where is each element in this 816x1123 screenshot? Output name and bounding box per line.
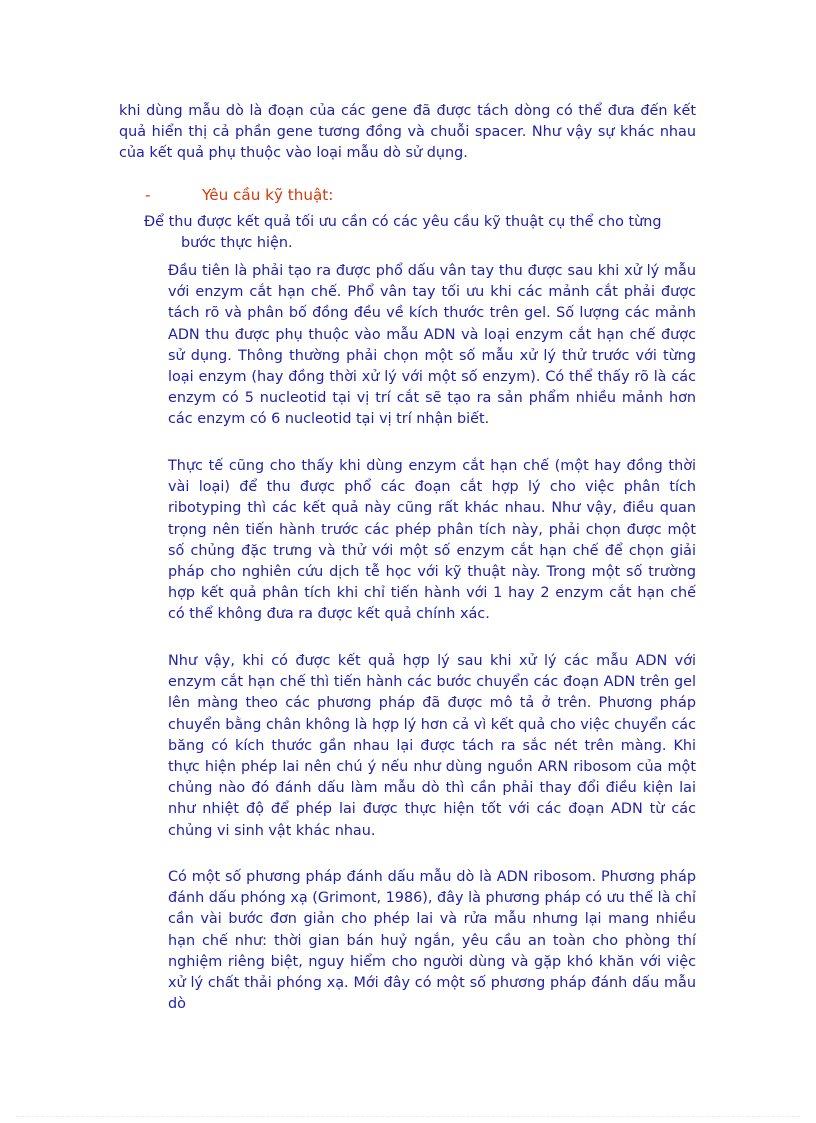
bullet-dash: - bbox=[145, 186, 151, 204]
intro-paragraph: khi dùng mẫu dò là đoạn của các gene đã được tách dòng có thể đưa đến kết quả hiển thị cả phần gene tương đồng và chuỗi spacer. Như vậy sự khác nhau của kết quả phụ thuộc vào loại mẫu dò sử dụng. bbox=[119, 103, 696, 162]
page-footer-divider bbox=[16, 1116, 800, 1117]
section-heading bbox=[145, 183, 696, 207]
body-paragraph: Như vậy, khi có được kết quả hợp lý sau khi xử lý các mẫu ADN với enzym cắt hạn chế thì tiến hành các bước chuyển các đoạn ADN trên gel lên màng theo các phương pháp đã được mô tả ở trên. Phương pháp chuyển bằng chân không là hợp lý hơn cả vì kết quả cho việc chuyển các băng có kích thước gần nhau lại được tách ra sắc nét trên màng. Khi thực hiện phép lai nên chú ý nếu như dùng nguồn ARN ribosom của một chủng nào đó đánh dấu làm mẫu dò thì cần phải thay đổi điều kiện lai như nhiệt độ để phép lai được thực hiện tốt với các đoạn ADN từ các chủng vi sinh vật khác nhau. bbox=[168, 653, 696, 839]
body-paragraph: Thực tế cũng cho thấy khi dùng enzym cắt hạn chế (một hay đồng thời vài loại) để thu được phổ các đoạn cắt hợp lý cho việc phân tích ribotyping thì các kết quả này cũng rất khác nhau. Như vậy, điều quan trọng nên tiến hành trước các phép phân tích này, phải chọn được một số chủng đặc trưng và thử với một số enzym cắt hạn chế để chọn giải pháp cho nghiên cứu dịch tễ học với kỹ thuật này. Trong một số trường hợp kết quả phân tích khi chỉ tiến hành với 1 hay 2 enzym cắt hạn chế có thể không đưa ra được kết quả chính xác. bbox=[168, 458, 696, 623]
body-paragraph: Có một số phương pháp đánh dấu mẫu dò là ADN ribosom. Phương pháp đánh dấu phóng xạ (Grimont, 1986), đây là phương pháp có ưu thế là chỉ cần vài bước đơn giản cho phép lai và rửa mẫu nhưng lại mang nhiều hạn chế như: thời gian bán huỷ ngắn, yêu cầu an toàn cho phòng thí nghiệm riêng biệt, nguy hiểm cho người dùng và gặp khó khăn với việc xử lý chất thải phóng xạ. Mới đây có một số phương pháp đánh dấu mẫu dò bbox=[168, 869, 696, 1013]
body-paragraph: Đầu tiên là phải tạo ra được phổ dấu vân tay thu được sau khi xử lý mẫu với enzym cắt hạn chế. Phổ vân tay tối ưu khi các mảnh cắt phải được tách rõ và phân bố đồng đều về kích thước trên gel. Số lượng các mảnh ADN thu được phụ thuộc vào mẫu ADN và loại enzym cắt hạn chế được sử dụng. Thông thường phải chọn một số mẫu xử lý thử trước với từng loại enzym (hay đồng thời xử lý với một số enzym). Có thể thấy rõ là các enzym có 5 nucleotid tại vị trí cắt sẽ tạo ra sản phẩm nhiều mảnh hơn các enzym có 6 nucleotid tại vị trí nhận biết. bbox=[168, 263, 696, 428]
lead-paragraph: Để thu được kết quả tối ưu cần có các yêu cầu kỹ thuật cụ thể cho từng bước thực hiện. bbox=[144, 214, 662, 252]
section-heading-text: Yêu cầu kỹ thuật: bbox=[202, 186, 334, 204]
